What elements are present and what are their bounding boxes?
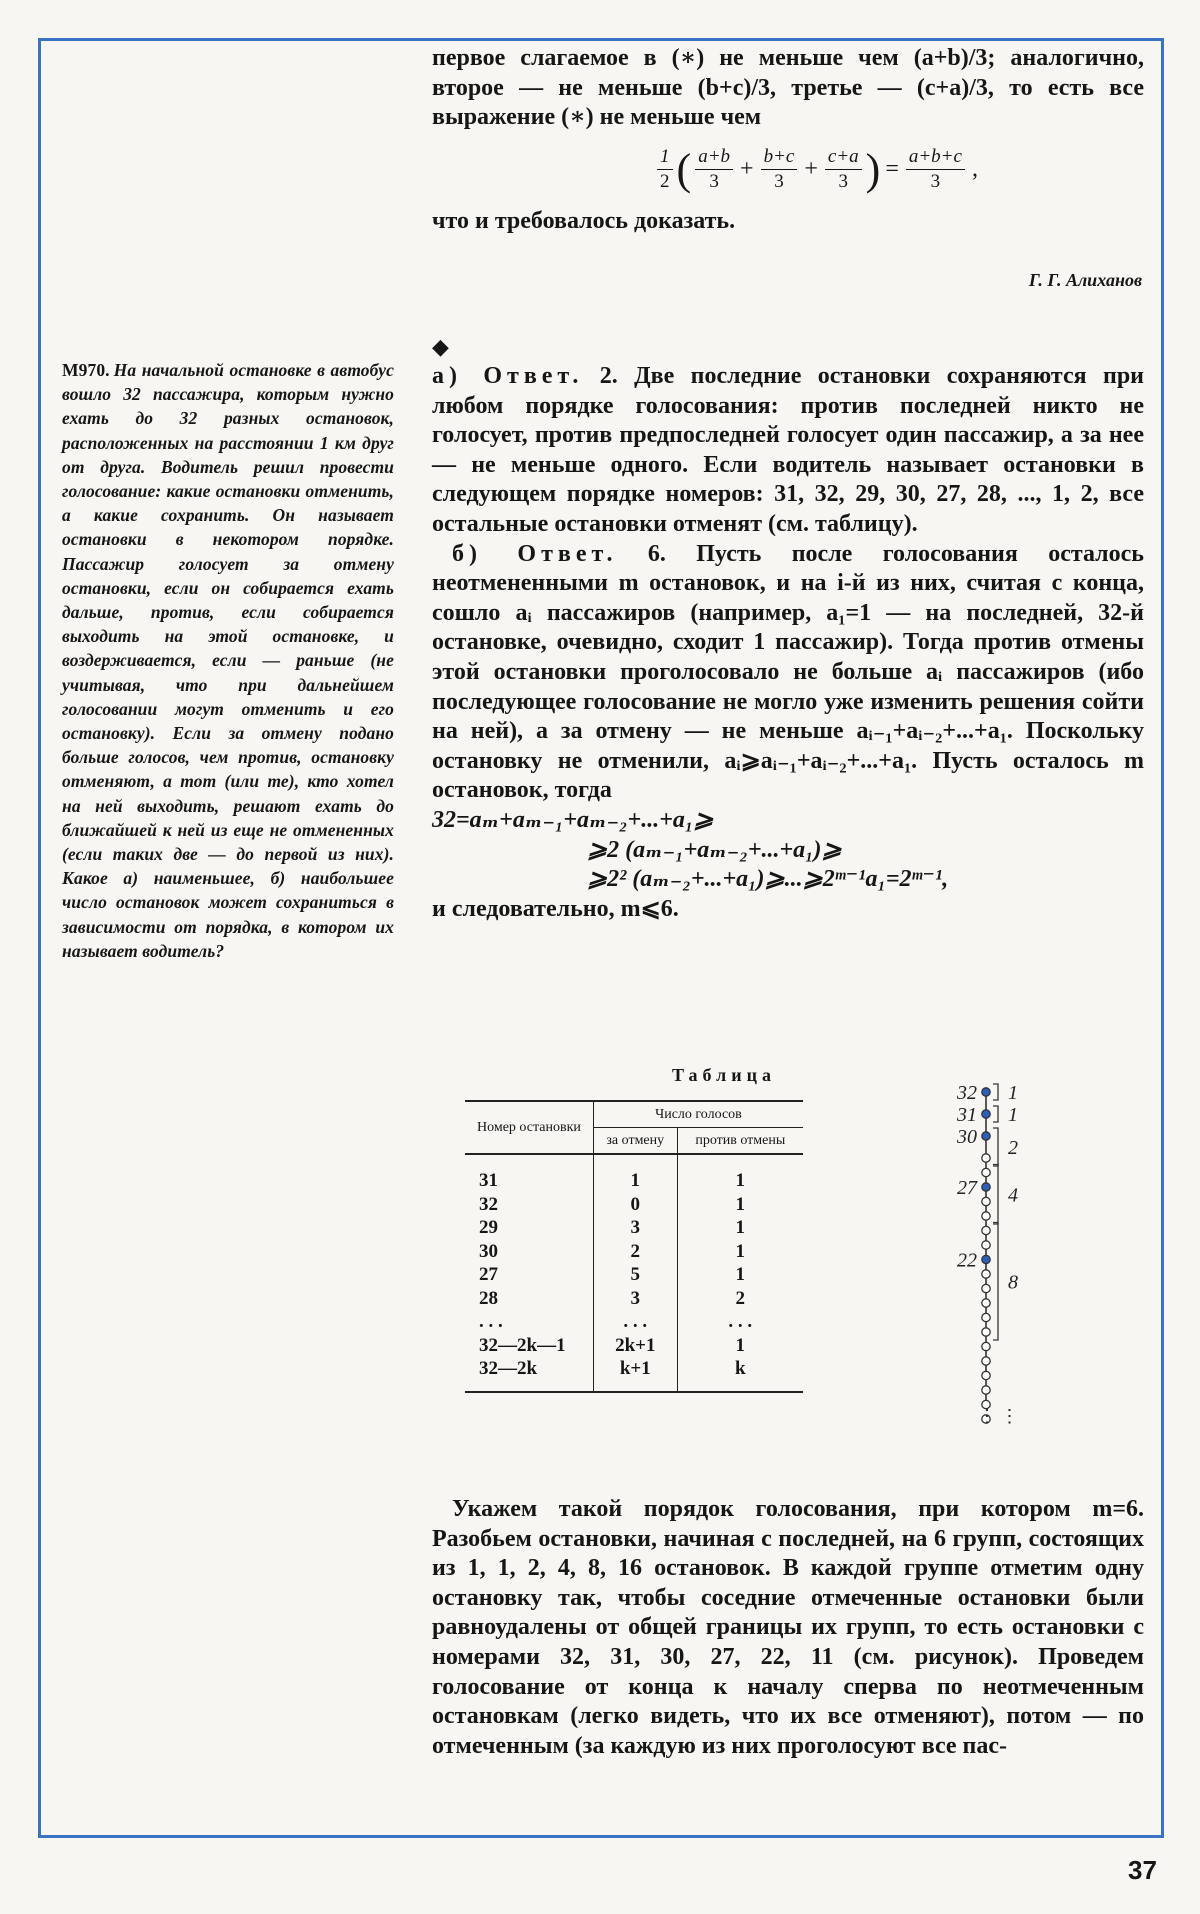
fraction-rhs: $\frac{a+b+c}{3}$	[906, 145, 965, 194]
previous-solution-end	[432, 44, 1144, 236]
cell-against: 1	[677, 1240, 803, 1264]
stop-dot	[982, 1284, 990, 1292]
group-size-label: 1	[1008, 1082, 1018, 1104]
previous-solution-text: первое слагаемое в (∗) не меньше чем (a+b)/3; аналогично, второе — не меньше (b+c)/3, третье — (c+a)/3, то есть все выражение (∗) не меньше чем	[432, 45, 1144, 131]
col-votes: Число голосов	[593, 1101, 803, 1128]
cell-for: 3	[593, 1287, 677, 1311]
group-size-label: 2	[1008, 1137, 1018, 1159]
table-row	[465, 1216, 803, 1240]
voting-order-text: Укажем такой порядок голосования, при котором m=6. Разобьем остановки, начиная с последней, на 6 групп, состоящих из 1, 1, 2, 4, 8, 16 остановок. В каждой группе отметим одну остановку так, чтобы соседние отмеченные остановки были равноудалены от общей границы их групп, то есть остановки с номерами 32, 31, 30, 27, 22, 11 (см. рисунок). Проведем голосование от конца к началу сперва по неотмеченным остановкам (легко видеть, что их все отменяют), потом — по отмеченным (за каждую из них проголосуют все пас-	[432, 1496, 1144, 1759]
cell-stop: 31	[479, 1170, 498, 1191]
cell-against: 2	[677, 1287, 803, 1311]
cell-stop: 32—2k	[479, 1358, 538, 1379]
cell-against: 1	[677, 1193, 803, 1217]
group-bracket	[993, 1223, 998, 1341]
table-row	[465, 1263, 803, 1287]
stop-dot	[982, 1168, 990, 1176]
cell-against: k	[677, 1357, 803, 1392]
table-row	[465, 1193, 803, 1217]
equation-line-3: ⩾2² (aₘ₋₂+...+a₁)⩾...⩾2ᵐ⁻¹a₁=2ᵐ⁻¹,	[587, 866, 949, 893]
cell-stop: 32	[479, 1193, 498, 1215]
group-size-label: 4	[1008, 1184, 1018, 1207]
ellipsis-dots: ⋮ ⋮	[978, 1406, 1019, 1426]
stops-diagram	[940, 1070, 1070, 1450]
cell-stop: 30	[479, 1240, 498, 1262]
answer-b: б) Ответ. 6. Пусть после голосования осталось неотмененными m остановок, и на i-й из них, считая с конца, сошло aᵢ пассажиров (например, a₁=1 — на последней, 32-й остановке, очевидно, сходит 1 пассажир). Тогда против отмены этой остановки проголосовало не больше aᵢ пассажиров (ибо последующее голосование не могло уже изменить решения сойти на ней), а за отмену — не меньше aᵢ₋₁+aᵢ₋₂+...+a₁. Поскольку остановку не отменили, aᵢ⩾aᵢ₋₁+aᵢ₋₂+...+a₁. Пусть осталось m остановок, тогда	[432, 540, 1144, 804]
diamond-marker-icon: ◆	[432, 334, 449, 359]
stop-label: 22	[957, 1249, 977, 1272]
cell-stop: 27	[479, 1264, 498, 1285]
fraction-term-3: $\frac{c+a}{3}$	[825, 145, 862, 194]
col-against-cancel: против отмены	[677, 1128, 803, 1155]
cell-against: 1	[677, 1216, 803, 1240]
fraction-half: $\frac{1}{2}$	[657, 145, 673, 194]
cell-against: 1	[677, 1334, 803, 1358]
cell-against: 1	[677, 1263, 803, 1287]
table-row	[465, 1357, 803, 1392]
conclusion: и следовательно, m⩽6.	[432, 895, 679, 922]
cell-for: k+1	[593, 1357, 677, 1392]
col-stop-number: Номер остановки	[465, 1101, 593, 1154]
cell-against: 1	[677, 1154, 803, 1193]
cell-for: 1	[593, 1154, 677, 1193]
stop-dot	[982, 1241, 990, 1249]
marked-stop-dot	[982, 1110, 990, 1118]
problem-text: На начальной остановке в автобус вошло 32 пассажира, которым нужно ехать до 32 разных остановок, расположенных на расстоянии 1 км друг от друга. Водитель решил провести голосование: какие остановки отменить, а какие сохранить. Он называет остановки в некотором порядке. Пассажир голосует за отмену остановки, если он собирается ехать дальше, против, если собирается выходить на этой остановке, и воздерживается, если — раньше (не учитывая, что при дальнейшем голосовании могут отменить и его остановку). Если за отмену подано больше голосов, чем против, остановку отменяют, а тот (или те), кто хотел на ней выходить, решают ехать до ближайшей к ней из еще не отмененных (если таких две — до первой из них). Какое а) наименьшее, б) наибольшее число остановок может сохраниться в зависимости от порядка, в котором их называет водитель?	[62, 360, 394, 961]
stop-label: 32	[957, 1082, 977, 1104]
table-row	[465, 1154, 803, 1193]
fraction-term-2: $\frac{b+c}{3}$	[761, 145, 798, 194]
marked-stop-dot	[982, 1183, 990, 1191]
stop-label: 27	[957, 1177, 977, 1199]
fraction-term-1: $\frac{a+b}{3}$	[695, 145, 733, 194]
cell-stop: . . .	[479, 1311, 503, 1332]
stop-dot	[982, 1328, 990, 1336]
answer-a-label: а) Ответ.	[432, 363, 584, 389]
qed-text: что и требовалось доказать.	[432, 207, 736, 234]
group-size-label: 8	[1008, 1271, 1018, 1294]
problem-statement	[62, 358, 394, 963]
table-row	[465, 1287, 803, 1311]
stop-dot	[982, 1226, 990, 1234]
solution	[432, 362, 1144, 924]
cell-for: 5	[593, 1263, 677, 1287]
answer-b-label: б) Ответ.	[452, 540, 618, 567]
group-bracket	[993, 1165, 998, 1225]
marked-stop-dot	[982, 1132, 990, 1140]
table-row	[465, 1334, 803, 1358]
marked-stop-dot	[982, 1088, 990, 1096]
stop-dot	[982, 1270, 990, 1278]
group-bracket	[993, 1084, 998, 1100]
stop-dot	[982, 1212, 990, 1220]
col-for-cancel: за отмену	[593, 1128, 677, 1155]
stop-label: 30	[957, 1126, 977, 1148]
problem-id: М970.	[62, 360, 110, 380]
table-caption: Таблица	[672, 1065, 776, 1085]
stop-dot	[982, 1313, 990, 1321]
inequality-formula: $\frac{1}{2}$ ( $\frac{a+b}{3}$ + $\frac{b+c}{3}$ + $\frac{c+a}{3}$ ) = $\frac{a+b+c}{3}$ ,	[492, 133, 1144, 207]
stop-dot	[982, 1371, 990, 1379]
cell-stop: 32—2k—1	[479, 1334, 566, 1356]
stop-dot	[982, 1342, 990, 1350]
cell-for: . . .	[593, 1310, 677, 1334]
votes-table	[465, 1100, 803, 1393]
table-row	[465, 1310, 803, 1334]
cell-for: 2	[593, 1240, 677, 1264]
voting-order-paragraph	[432, 1495, 1144, 1761]
marked-stop-dot	[982, 1255, 990, 1263]
stop-dot	[982, 1386, 990, 1394]
stop-dot	[982, 1154, 990, 1162]
equation-line-2: ⩾2 (aₘ₋₁+aₘ₋₂+...+a₁)⩾	[587, 836, 842, 863]
cell-stop: 29	[479, 1217, 498, 1238]
answer-a: а) Ответ. 2. Две последние остановки сохраняются при любом порядке голосования: против последней никто не голосует, против предпоследней голосует один пассажир, а за нее — не меньше одного. Если водитель называет остановки в следующем порядке номеров: 31, 32, 29, 30, 27, 28, ..., 1, 2, все остальные остановки отменят (см. таблицу).	[432, 363, 1145, 537]
cell-for: 3	[593, 1216, 677, 1240]
stop-dot	[982, 1357, 990, 1365]
author-signature: Г. Г. Алиханов	[1028, 270, 1142, 290]
cell-for: 2k+1	[593, 1334, 677, 1358]
cell-against: . . .	[677, 1310, 803, 1334]
page-number: 37	[1128, 1855, 1157, 1885]
cell-stop: 28	[479, 1287, 498, 1309]
equation-line-1: 32=aₘ+aₘ₋₁+aₘ₋₂+...+a₁⩾	[432, 806, 714, 833]
group-bracket	[993, 1106, 998, 1122]
group-bracket	[993, 1128, 998, 1166]
stop-dot	[982, 1197, 990, 1205]
group-size-label: 1	[1008, 1104, 1018, 1126]
stop-dot	[982, 1299, 990, 1307]
cell-for: 0	[593, 1193, 677, 1217]
equation-chain	[432, 806, 1144, 895]
table-row	[465, 1240, 803, 1264]
stop-label: 31	[957, 1104, 977, 1126]
